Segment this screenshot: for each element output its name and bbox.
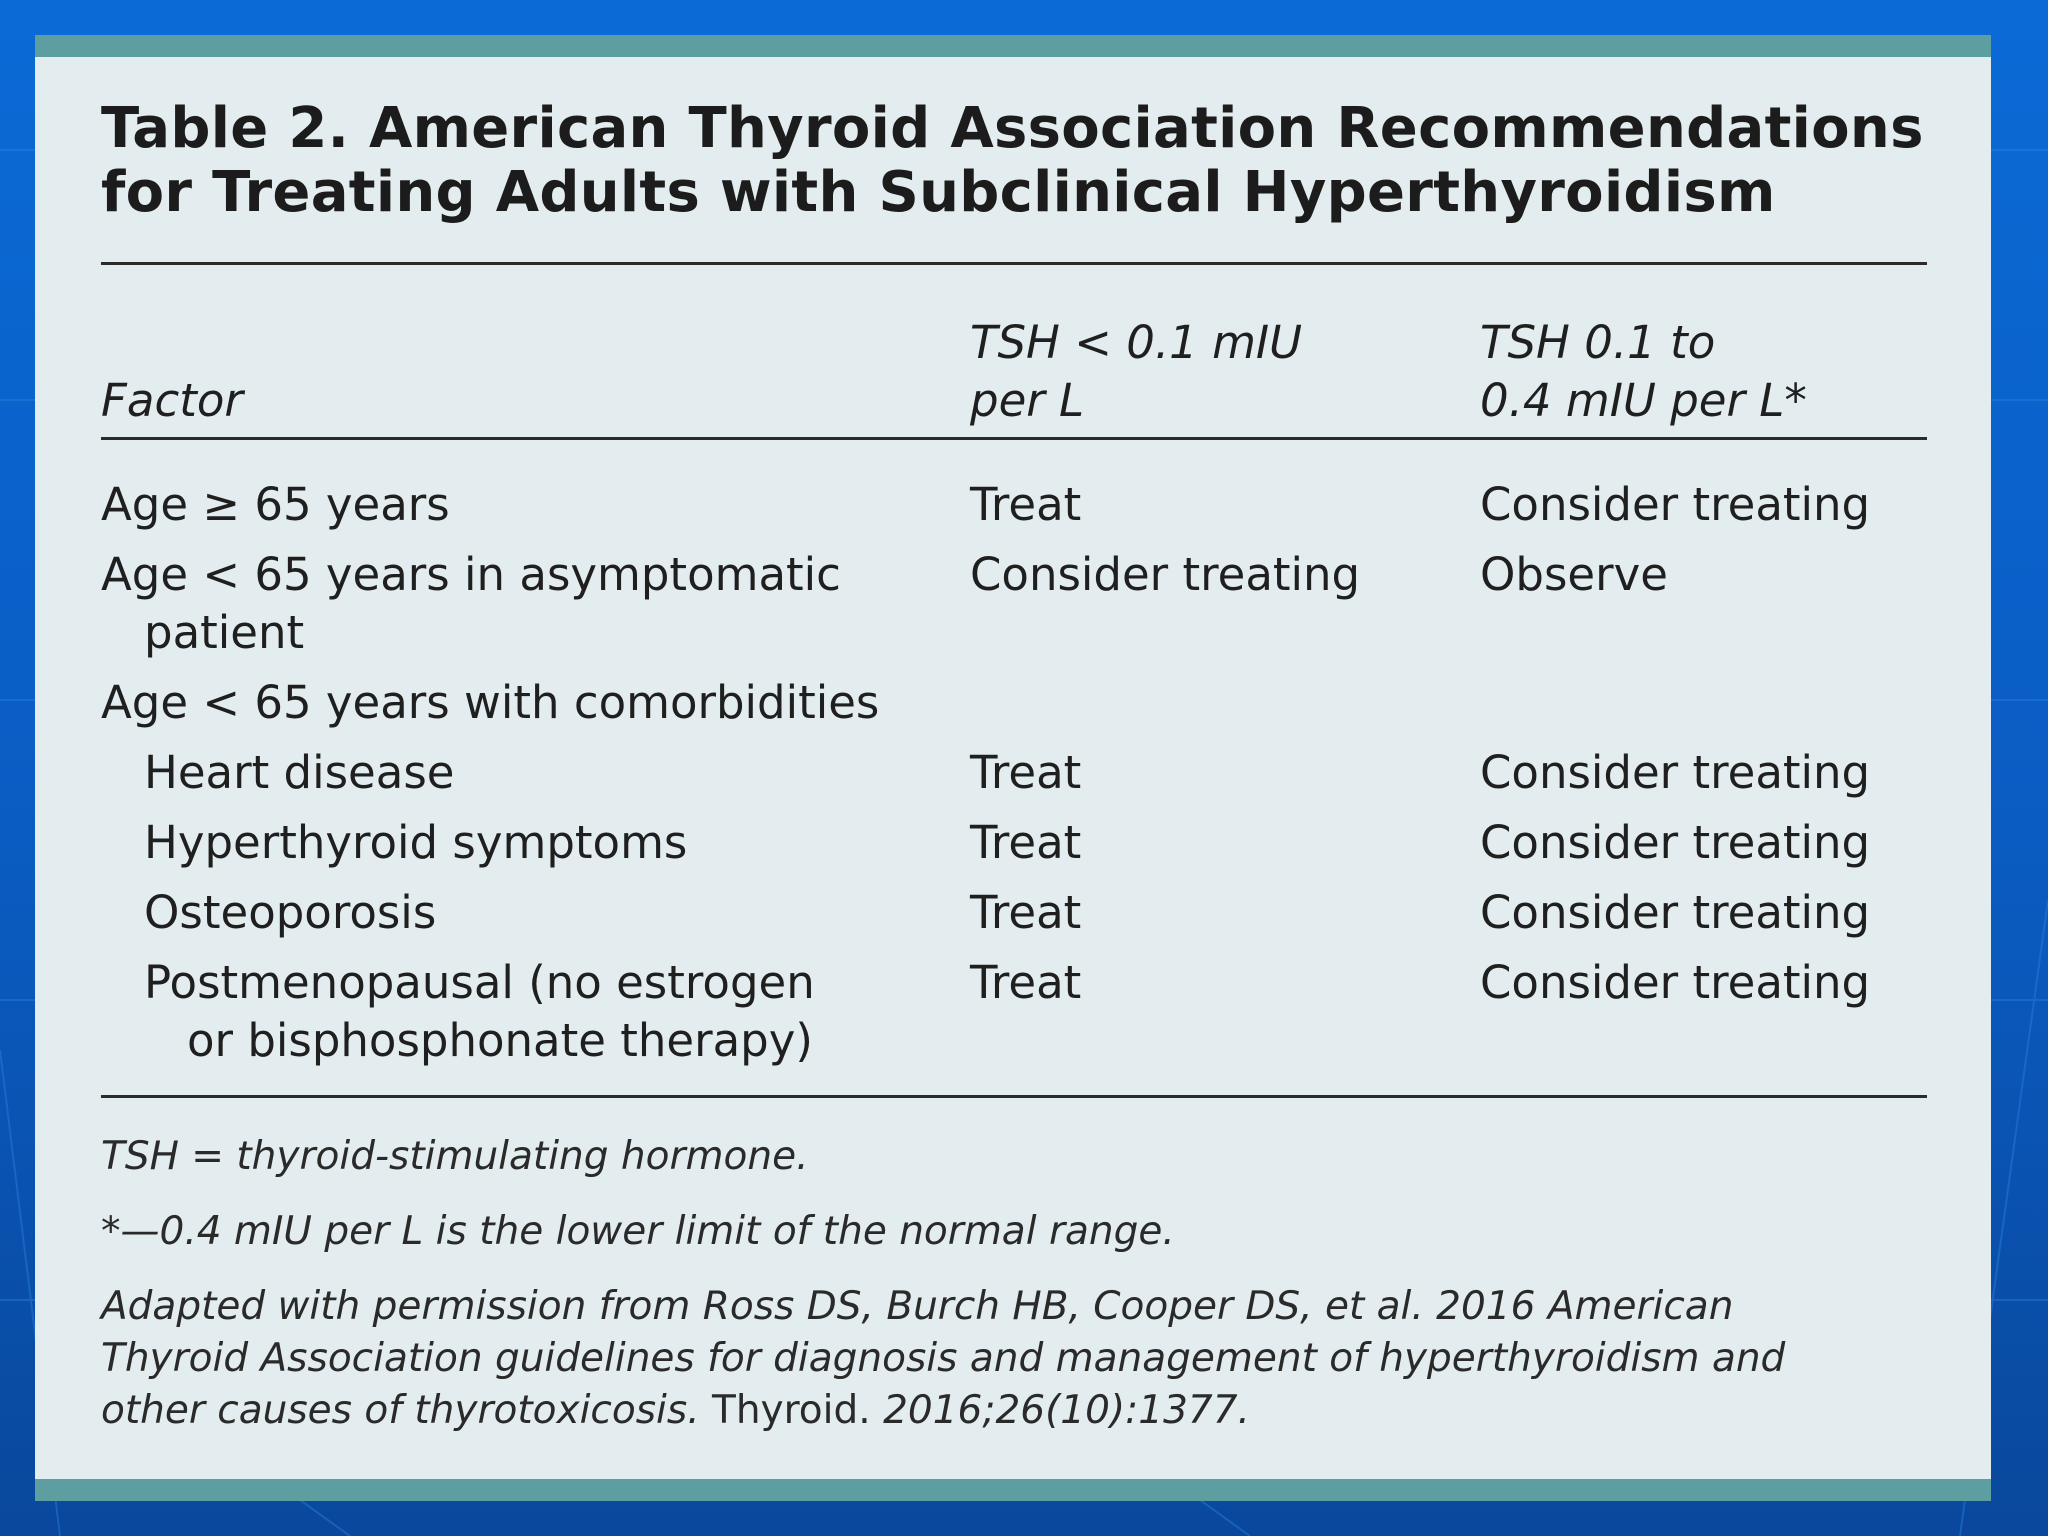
header-col1-line2: per L	[970, 374, 1085, 427]
row-factor: Age ≥ 65 years	[101, 478, 450, 531]
header-factor: Factor	[101, 374, 243, 427]
row-col1: Treat	[970, 956, 1082, 1009]
row-col1: Treat	[970, 886, 1082, 939]
bottom-rule	[101, 1095, 1927, 1098]
title-line-1: Table 2. American Thyroid Association Recommendations	[101, 96, 1924, 161]
footnote-asterisk: *—0.4 mIU per L is the lower limit of the normal range.	[101, 1209, 1175, 1254]
row-factor: Postmenopausal (no estrogen or bisphosphonate therapy)	[144, 956, 815, 1067]
row-col1: Treat	[970, 746, 1082, 799]
footnote-abbreviation: TSH = thyroid-stimulating hormone.	[101, 1134, 809, 1179]
header-col1-line1: TSH < 0.1 mIU	[970, 316, 1303, 369]
row-factor: Age < 65 years in asymptomatic patient	[101, 548, 841, 659]
row-col2: Consider treating	[1480, 816, 1871, 869]
row-factor: Osteoporosis	[144, 886, 437, 939]
row-factor: Hyperthyroid symptoms	[144, 816, 688, 869]
header-col2-line1: TSH 0.1 to	[1480, 316, 1716, 369]
table-title	[101, 97, 1941, 225]
header-col2-line2: 0.4 mIU per L*	[1480, 374, 1807, 427]
row-col2: Consider treating	[1480, 956, 1871, 1009]
source-line-3: other causes of thyrotoxicosis. Thyroid. 2016;26(10):1377.	[101, 1388, 1250, 1433]
bottom-accent-bar	[35, 1479, 1991, 1501]
source-line-1: Adapted with permission from Ross DS, Burch HB, Cooper DS, et al. 2016 American	[101, 1284, 1734, 1329]
table-card	[35, 35, 1991, 1501]
header-tsh-0-1-to-0-4	[1480, 314, 1807, 430]
row-col2: Observe	[1480, 548, 1668, 601]
source-line-2: Thyroid Association guidelines for diagnosis and management of hyperthyroidism and	[101, 1336, 1786, 1381]
footnote-source	[101, 1281, 1931, 1437]
header-rule	[101, 437, 1927, 440]
top-rule	[101, 262, 1927, 265]
row-col2: Consider treating	[1480, 886, 1871, 939]
top-accent-bar	[35, 35, 1991, 57]
row-col1: Consider treating	[970, 548, 1361, 601]
row-col1: Treat	[970, 816, 1082, 869]
row-col1: Treat	[970, 478, 1082, 531]
row-col2: Consider treating	[1480, 478, 1871, 531]
row-factor: Age < 65 years with comorbidities	[101, 676, 880, 729]
header-tsh-below-0-1	[970, 314, 1302, 430]
row-col2: Consider treating	[1480, 746, 1871, 799]
title-line-2: for Treating Adults with Subclinical Hyperthyroidism	[101, 160, 1776, 225]
row-factor: Heart disease	[144, 746, 455, 799]
